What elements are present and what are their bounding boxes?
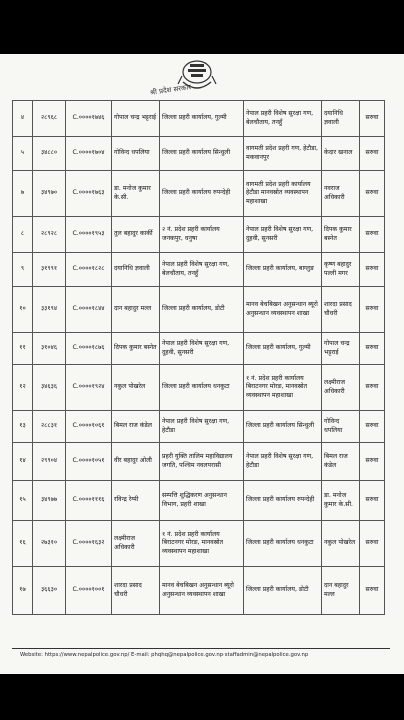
cell-status: सरुवा: [360, 521, 385, 567]
cell-to: वागमती प्रदेश प्रहरी गण, हेटौडा, मकवानपुर: [244, 137, 322, 171]
cell-status: सरुवा: [360, 101, 385, 137]
cell-num: २८९६८: [33, 101, 66, 137]
cell-from: सम्पत्ति शुद्धिकरण अनुसन्धान विभाग, प्रहरी शाखा: [160, 481, 244, 521]
cell-sn: ११: [13, 333, 33, 365]
cell-to: जिल्ला प्रहरी कार्यालय रुपन्देही: [244, 481, 322, 521]
cell-name: बिमल राज कंडेल: [112, 411, 160, 443]
cell-to: जिल्ला प्रहरी कार्यालय, बाग्लुङ: [244, 253, 322, 287]
cell-sn: ८: [13, 217, 33, 253]
cell-code: C.००००१८२८: [66, 253, 112, 287]
cell-name: लक्ष्मीराज अधिकारी: [112, 521, 160, 567]
cell-name: रविन्द्र रेग्मी: [112, 481, 160, 521]
table-row: [13, 481, 385, 521]
table-row: [13, 365, 385, 411]
cell-to: नेपाल प्रहरी विशेष सुरक्षा गण, बेलचौताय, तनहुँ: [244, 101, 322, 137]
cell-swap: गोपाल चन्द्र भट्टराई: [322, 333, 360, 365]
cell-from: नेपाल प्रहरी विशेष सुरक्षा गण, हेटौडा: [160, 411, 244, 443]
table-row: [13, 411, 385, 443]
cell-swap: केदार खनाल: [322, 137, 360, 171]
cell-name: गोविन्द धपलिया: [112, 137, 160, 171]
table-body: [13, 101, 385, 615]
cell-from: १ नं. प्रदेश प्रहरी कार्यालय बिराटनगर मोरङ, मानवस्रोत व्यवस्थापन महाशाखा: [160, 521, 244, 567]
table-row: [13, 287, 385, 333]
footer-divider: [12, 648, 390, 649]
cell-num: २८८३१: [33, 411, 66, 443]
cell-status: सरुवा: [360, 137, 385, 171]
cell-status: सरुवा: [360, 217, 385, 253]
cell-status: सरुवा: [360, 171, 385, 217]
cell-to: जिल्ला प्रहरी कार्यालय, गुल्मी: [244, 333, 322, 365]
cell-sn: ४: [13, 101, 33, 137]
cell-sn: ७: [13, 171, 33, 217]
cell-name: दिपक कुमार बस्नेत: [112, 333, 160, 365]
cell-to: १ नं. प्रदेश प्रहरी कार्यालय बिराटनगर मोरङ, मानवस्रोत व्यवस्थापन महाशाखा: [244, 365, 322, 411]
cell-code: C.००००१९५३: [66, 217, 112, 253]
table-row: [13, 443, 385, 481]
cell-code: C.००००१११६: [66, 481, 112, 521]
cell-code: C.००००१०६१: [66, 411, 112, 443]
cell-swap: बिमल राज कंडेल: [322, 443, 360, 481]
cell-num: ३१०४६: [33, 333, 66, 365]
table-row: [13, 137, 385, 171]
cell-code: C.००००१६३२: [66, 521, 112, 567]
cell-code: C.००००१८७६: [66, 333, 112, 365]
cell-code: C.००००१०५१: [66, 443, 112, 481]
cell-name: तुल बहादुर कार्की: [112, 217, 160, 253]
cell-status: सरुवा: [360, 253, 385, 287]
cell-name: शारदा प्रसाद चौधरी: [112, 567, 160, 615]
cell-num: ३४९७७: [33, 481, 66, 521]
cell-to: जिल्ला प्रहरी कार्यालय सिन्धुली: [244, 411, 322, 443]
table-row: [13, 253, 385, 287]
cell-to: जिल्ला प्रहरी कार्यालय, डोटी: [244, 567, 322, 615]
cell-swap: लक्ष्मीराज अधिकारी: [322, 365, 360, 411]
cell-code: C.००००१८४४: [66, 287, 112, 333]
cell-swap: नकुल पोखरेल: [322, 521, 360, 567]
cell-sn: १५: [13, 481, 33, 521]
table-row: [13, 101, 385, 137]
cell-code: C.००००१७६३: [66, 171, 112, 217]
cell-num: ३३१९४: [33, 287, 66, 333]
table-row: [13, 333, 385, 365]
cell-swap: दान बहादुर मल्ल: [322, 567, 360, 615]
cell-status: सरुवा: [360, 443, 385, 481]
cell-name: वीर बहादुर ओली: [112, 443, 160, 481]
cell-sn: ५: [13, 137, 33, 171]
cell-from: प्रहरी युक्ति तालिम महाविद्यालय जगति, पश्चिम नवलपरासी: [160, 443, 244, 481]
cell-num: ३४९७०: [33, 171, 66, 217]
cell-sn: १२: [13, 365, 33, 411]
cell-num: ३६६३०: [33, 567, 66, 615]
cell-num: ३१९९१: [33, 253, 66, 287]
emblem-caption: श्री प्रदेश सरकार: [149, 83, 192, 97]
cell-status: सरुवा: [360, 481, 385, 521]
cell-from: नेपाल प्रहरी विशेष सुरक्षा गण, दुहवी, सुनसरी: [160, 333, 244, 365]
cell-to: नेपाल प्रहरी विशेष सुरक्षा गण, हेटौडा: [244, 443, 322, 481]
transfer-table: [12, 100, 385, 615]
cell-from: जिल्ला प्रहरी कार्यालय रुपन्देही: [160, 171, 244, 217]
table-row: [13, 521, 385, 567]
cell-from: जिल्ला प्रहरी कार्यालय धनकुटा: [160, 365, 244, 411]
cell-to: नेपाल प्रहरी विशेष सुरक्षा गण, दुहवी, सुनसरी: [244, 217, 322, 253]
cell-swap: गोविन्द धपलिया: [322, 411, 360, 443]
cell-code: C.००००१००१: [66, 567, 112, 615]
table-row: [13, 171, 385, 217]
cell-status: सरुवा: [360, 411, 385, 443]
cell-num: २९९०४: [33, 443, 66, 481]
document-page: [0, 54, 404, 674]
cell-code: C.००००१९२४: [66, 365, 112, 411]
cell-num: २७३१०: [33, 521, 66, 567]
cell-name: गोपाल चन्द्र भट्टराई: [112, 101, 160, 137]
cell-sn: १०: [13, 287, 33, 333]
cell-name: दयानिधि ज्ञवाली: [112, 253, 160, 287]
footer-contact: Website: https://www.nepalpolice.gov.np/ E-mail: phqhq@nepalpolice.gov.np·staffadmin@nepalpolice.gov.np: [20, 652, 309, 658]
cell-to: जिल्ला प्रहरी कार्यालय धनकुटा: [244, 521, 322, 567]
cell-num: ३४८८०: [33, 137, 66, 171]
cell-to: वागमती प्रदेश प्रहरी कार्यालय हेटौडा मानवस्रोत व्यवस्थापन महाशाखा: [244, 171, 322, 217]
cell-status: सरुवा: [360, 365, 385, 411]
cell-name: नकुल पोखरेल: [112, 365, 160, 411]
cell-num: ३४६३६: [33, 365, 66, 411]
cell-from: नेपाल प्रहरी विशेष सुरक्षा गण, बेलचौताय, तनहुँ: [160, 253, 244, 287]
cell-swap: दिपक कुमार बस्नेत: [322, 217, 360, 253]
cell-sn: १६: [13, 521, 33, 567]
cell-status: सरुवा: [360, 567, 385, 615]
cell-code: C.००००१७०४: [66, 137, 112, 171]
cell-status: सरुवा: [360, 287, 385, 333]
cell-from: जिल्ला प्रहरी कार्यालय, गुल्मी: [160, 101, 244, 137]
cell-swap: नवराज अधिकारी: [322, 171, 360, 217]
cell-from: मानव बेचबिखन अनुसन्धान ब्यूरो अनुसन्धान व्यवस्थापन शाखा: [160, 567, 244, 615]
cell-sn: ९: [13, 253, 33, 287]
table-row: [13, 567, 385, 615]
cell-swap: दयानिधि ज्ञवाली: [322, 101, 360, 137]
cell-num: २८९२८: [33, 217, 66, 253]
cell-name: डा. मनोज कुमार के.सी.: [112, 171, 160, 217]
cell-to: मानव बेचबिखन अनुसन्धान ब्यूरो अनुसन्धान व्यवस्थापन शाखा: [244, 287, 322, 333]
cell-sn: १७: [13, 567, 33, 615]
cell-from: जिल्ला प्रहरी कार्यालय सिन्धुली: [160, 137, 244, 171]
cell-swap: शारदा प्रसाद चौधरी: [322, 287, 360, 333]
cell-sn: १४: [13, 443, 33, 481]
cell-sn: १३: [13, 411, 33, 443]
cell-swap: कृष्ण बहादुर पल्ली मगर: [322, 253, 360, 287]
cell-swap: डा. मनोज कुमार के.सी.: [322, 481, 360, 521]
cell-code: C.००००१७४६: [66, 101, 112, 137]
table-row: [13, 217, 385, 253]
cell-status: सरुवा: [360, 333, 385, 365]
cell-from: जिल्ला प्रहरी कार्यालय, डोटी: [160, 287, 244, 333]
cell-from: २ नं. प्रदेश प्रहरी कार्यालय जनकपुर, धनुषा: [160, 217, 244, 253]
cell-name: दान बहादुर मल्ल: [112, 287, 160, 333]
